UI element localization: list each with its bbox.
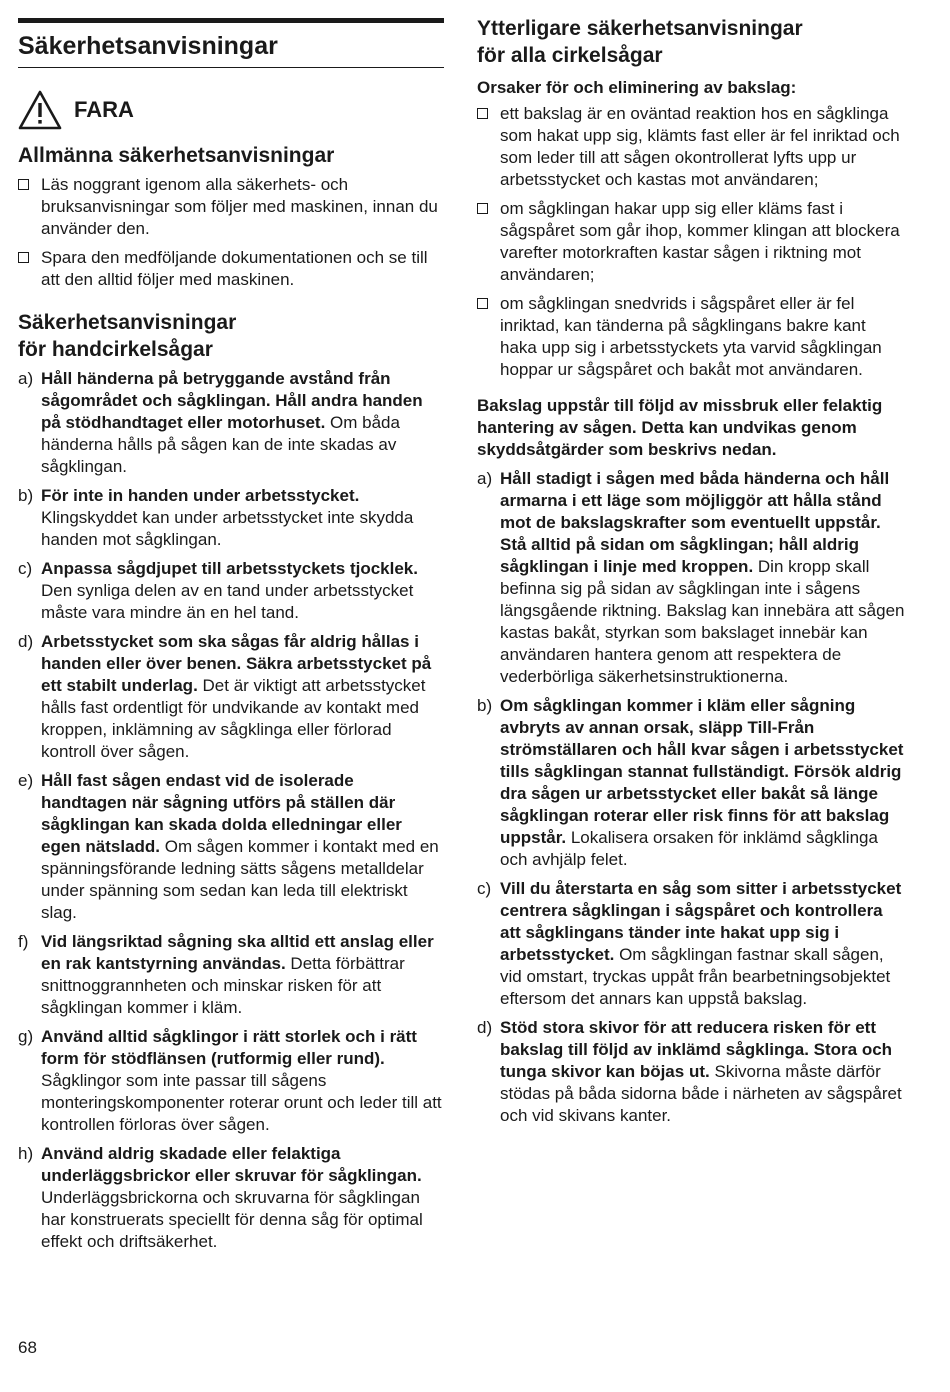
list-item: f) Vid längsriktad sågning ska alltid ett anslag eller en rak kantstyrning användas. Detta förbättrar snittnoggrannheten och minskar risken för att sågklingan kommer i kläm. (18, 932, 434, 1017)
list-item: a) Håll stadigt i sågen med båda händerna och håll armarna i ett läge som möjliggör att hålla stånd mot de bakslagskrafter som eventuellt uppstår. Stå alltid på sidan om sågklingan; håll aldrig sågklingan i linje med kroppen. Din kropp skall befinna sig på sidan av sågklingan inte i sågens längsgående riktning. Bakslag kan innebära att sågen kastas bakåt, styrkan som bakslaget innebär kan användaren hantera genom att respektera de vederbörliga säkerhetsinstruktionerna. (477, 469, 905, 686)
page-title: Säkerhetsanvisningar (18, 32, 278, 60)
kickback-intro: Bakslag uppstår till följd av missbruk eller felaktig hantering av sågen. Detta kan undvikas genom skyddsåtgärder som beskrivs nedan. (477, 396, 883, 459)
causes-list (477, 103, 907, 381)
kickback-subheading: Orsaker för och eliminering av bakslag: (477, 78, 797, 97)
list-item: g) Använd alltid sågklingor i rätt storlek och i rätt form för stödflänsen (rutformig eller rund). Sågklingor som inte passar till sågens monteringskomponenter roterar orunt och leder till att kontrollen förloras över sågen. (18, 1027, 442, 1134)
list-item: b) Om sågklingan kommer i kläm eller sågning avbryts av annan orsak, släpp Till-Från strömställaren och håll kvar sågen i arbetsstycket tills sågklingan stannat fullständigt. Försök aldrig dra sågen ur arbetsstycket eller bakåt så länge sågklingan roterar eller risk finns för att bakslag uppstår. Lokalisera orsaken för inklämd sågklinga och avhjälp felet. (477, 696, 904, 869)
kickback-list (477, 468, 907, 1127)
checkbox-bullet-icon (18, 252, 29, 263)
danger-label: FARA (74, 97, 134, 122)
warning-triangle-icon (18, 90, 62, 130)
list-item: h) Använd aldrig skadade eller felaktiga underläggsbrickor eller skruvar för sågklingan. Underläggsbrickorna och skruvarna för sågklingan har konstruerats speciellt för denna såg för optimal effekt och driftsäkerhet. (18, 1144, 423, 1251)
checkbox-bullet-icon (477, 108, 488, 119)
list-item: a) Håll händerna på betryggande avstånd från sågområdet och sågklingan. Håll andra handen på stödhandtaget eller motorhuset. Om båda händerna hålls på sågen kan de inte skadas av sågklingan. (18, 369, 423, 476)
list-item: Spara den medföljande dokumentationen och se till att den alltid följer med maskinen. (18, 247, 444, 291)
list-item: Läs noggrant igenom alla säkerhets- och bruksanvisningar som följer med maskinen, innan du använder den. (18, 174, 444, 240)
right-column (477, 0, 907, 1134)
page-number: 68 (18, 1338, 37, 1357)
checkbox-bullet-icon (477, 298, 488, 309)
list-item: om sågklingan snedvrids i sågspåret eller är fel inriktad, kan tänderna på sågklingans bakre kant haka upp sig i arbetsstyckets yta varvid sågklingan hoppar ur sågspåret och bakåt mot användaren. (477, 293, 907, 381)
checkbox-bullet-icon (18, 179, 29, 190)
list-item: b) För inte in handen under arbetsstycket. Klingskyddet kan under arbetsstycket inte skydda handen mot sågklingan. (18, 486, 414, 549)
left-column (18, 0, 444, 1260)
general-heading: Allmänna säkerhetsanvisningar (18, 144, 335, 167)
list-item: ett bakslag är en oväntad reaktion hos en sågklinga som hakat upp sig, klämts fast eller är fel inriktad och som leder till att sågen okontrollerat lyfts upp ur arbetsstycket och kastas mot användaren; (477, 103, 907, 191)
hand-heading: Säkerhetsanvisningar för handcirkelsågar (18, 311, 237, 361)
additional-heading: Ytterligare säkerhetsanvisningar för alla cirkelsågar (477, 17, 803, 67)
hand-list (18, 368, 444, 1253)
list-item: c) Vill du återstarta en såg som sitter i arbetsstycket centrera sågklingan i sågspåret och kontrollera att sågklingans tänder inte hakat upp sig i arbetsstycket. Om sågklingan fastnar skall sågen, vid omstart, tryckas uppåt från bearbetningsobjektet eftersom det annars kan uppstå bakslag. (477, 879, 902, 1008)
checkbox-bullet-icon (477, 203, 488, 214)
title-box (18, 18, 444, 68)
general-list (18, 174, 444, 291)
list-item: d) Arbetsstycket som ska sågas får aldrig hållas i handen eller över benen. Säkra arbetsstycket på ett stabilt underlag. Det är viktigt att arbetsstycket hålls fast ordentligt för undvikande av kontakt med kroppen, inklämning av sågklinga eller förlorad kontroll över sågen. (18, 632, 432, 761)
list-item: d) Stöd stora skivor för att reducera risken för ett bakslag till följd av inklämd sågklinga. Stora och tunga skivor kan böjas ut. Skivorna måste därför stödas på båda sidorna både i närheten av sågspåret och vid skivans kanter. (477, 1018, 902, 1125)
list-item: e) Håll fast sågen endast vid de isolerade handtagen när sågning utförs på ställen där sågklingan kan skada dolda elledningar eller egen nätsladd. Om sågen kommer i kontakt med en spänningsförande ledning sätts sågens metalldelar under spänning som sedan kan leda till elektriskt slag. (18, 771, 439, 922)
danger-banner (18, 90, 444, 130)
list-item: c) Anpassa sågdjupet till arbetsstyckets tjocklek. Den synliga delen av en tand under arbetsstycket måste vara mindre än en hel tand. (18, 559, 418, 622)
list-item: om sågklingan hakar upp sig eller kläms fast i sågspåret som går ihop, kommer klingan att blockera varefter motorkraften kastar sågen i riktning mot användaren; (477, 198, 907, 286)
